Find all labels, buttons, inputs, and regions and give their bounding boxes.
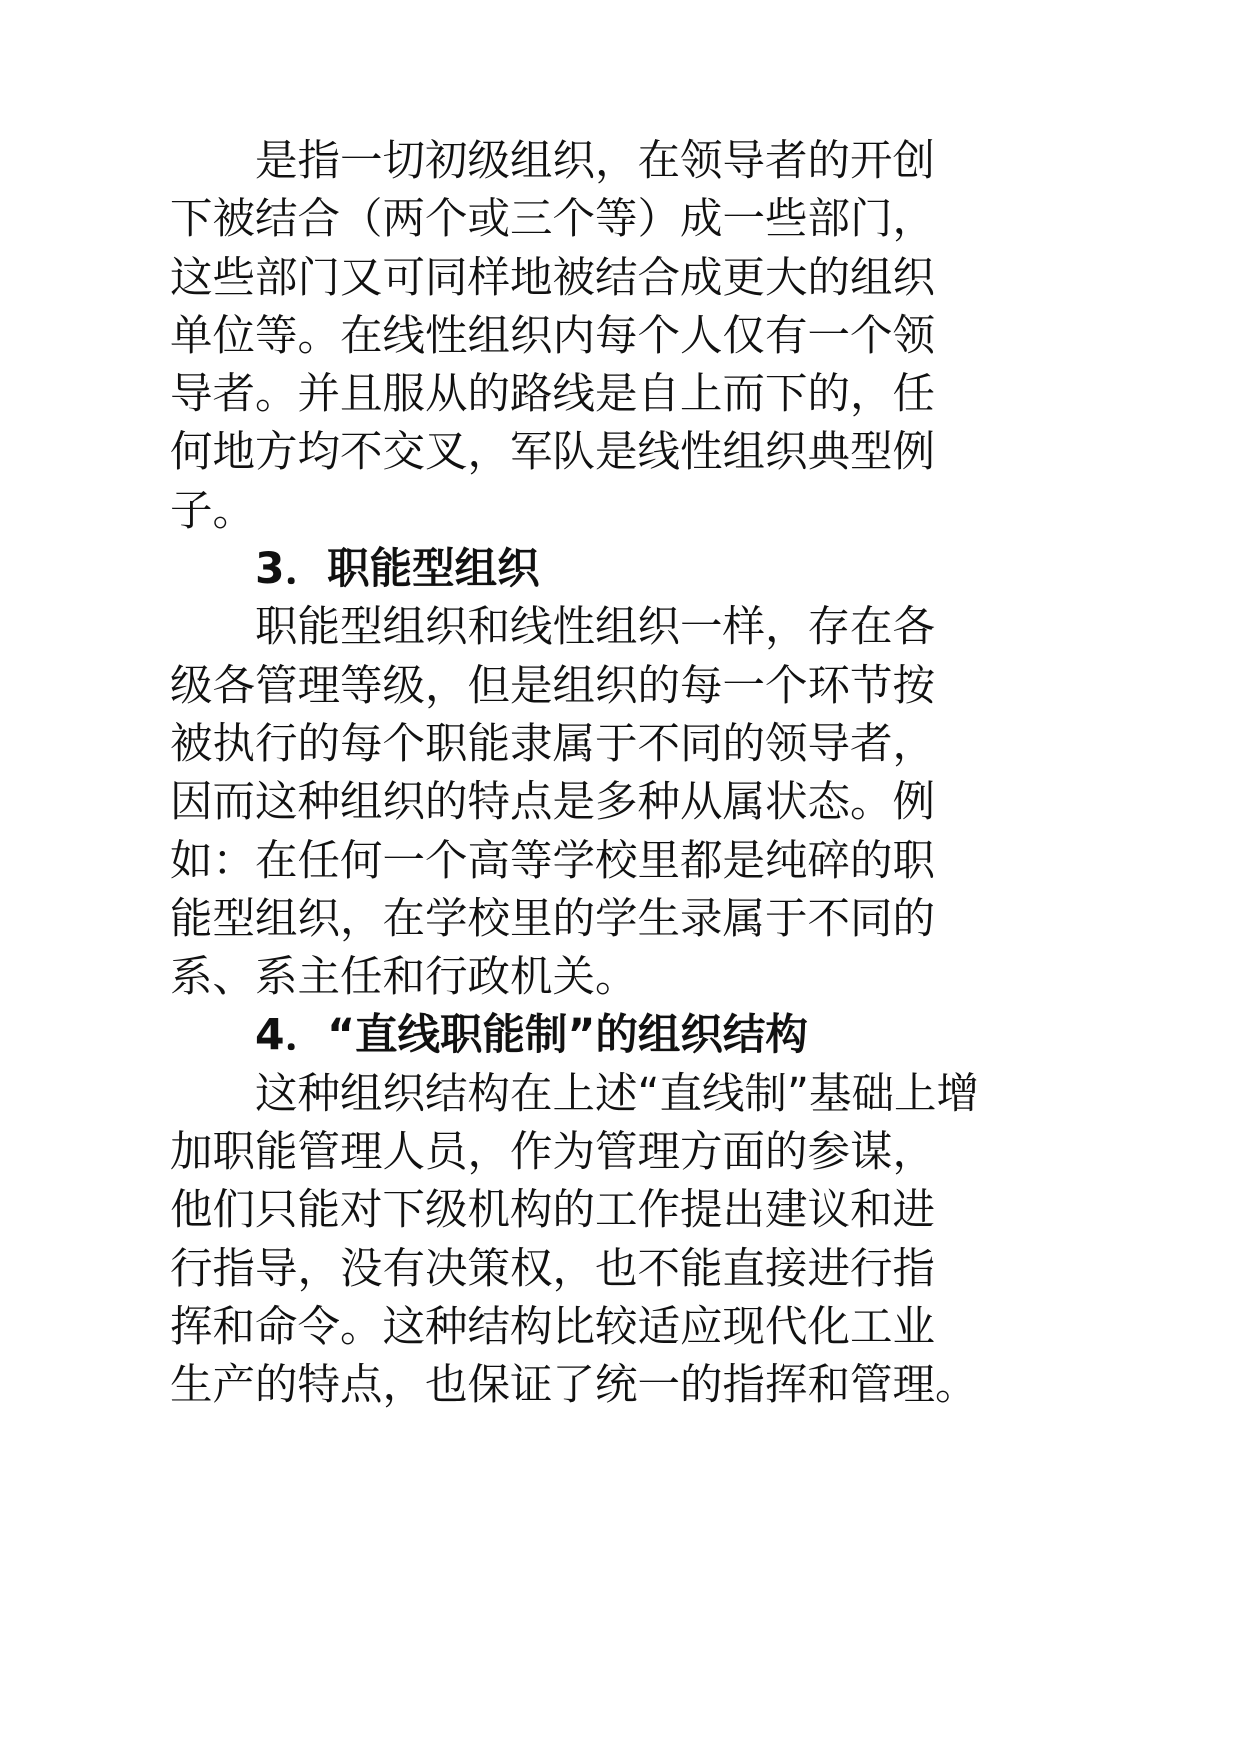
- text-line: 职能型组织和线性组织一样，存在各: [255, 603, 936, 653]
- text-line: 生产的特点，也保证了统一的指挥和管理。: [170, 1361, 978, 1411]
- text-line: 级各管理等级，但是组织的每一个环节按: [170, 661, 936, 711]
- text-line: 因而这种组织的特点是多种从属状态。例: [170, 778, 936, 828]
- text-line: 系、系主任和行政机关。: [170, 953, 638, 1003]
- text-line: 单位等。在线性组织内每个人仅有一个领: [170, 311, 936, 361]
- text-line: 被执行的每个职能隶属于不同的领导者，: [170, 719, 936, 769]
- text-line: 如：在任何一个高等学校里都是纯碎的职: [170, 836, 936, 886]
- text-line: 子。: [170, 486, 256, 536]
- paragraph-linear-organization: [170, 133, 1061, 541]
- text-line: 能型组织，在学校里的学生录属于不同的: [170, 894, 936, 944]
- text-line: 下被结合（两个或三个等）成一些部门，: [170, 195, 936, 245]
- text-line: 这种组织结构在上述“直线制”基础上增: [255, 1069, 980, 1119]
- section-heading: 4．“直线职能制”的组织结构: [255, 1011, 808, 1061]
- text-line: 是指一切初级组织，在领导者的开创: [255, 137, 936, 186]
- text-line: 何地方均不交叉，军队是线性组织典型例: [170, 428, 936, 478]
- text-line: 行指导，没有决策权，也不能直接进行指: [170, 1244, 936, 1294]
- section-heading: 3．职能型组织: [255, 545, 540, 595]
- text-line: 他们只能对下级机构的工作提出建议和进: [170, 1186, 936, 1236]
- text-line: 导者。并且服从的路线是自上而下的，任: [170, 370, 936, 420]
- section-line-functional-structure: [170, 1007, 1061, 1415]
- text-line: 这些部门又可同样地被结合成更大的组织: [170, 253, 936, 303]
- text-line: 加职能管理人员，作为管理方面的参谋，: [170, 1128, 936, 1178]
- text-line: 挥和命令。这种结构比较适应现代化工业: [170, 1302, 936, 1352]
- section-functional-organization: [170, 541, 1061, 1007]
